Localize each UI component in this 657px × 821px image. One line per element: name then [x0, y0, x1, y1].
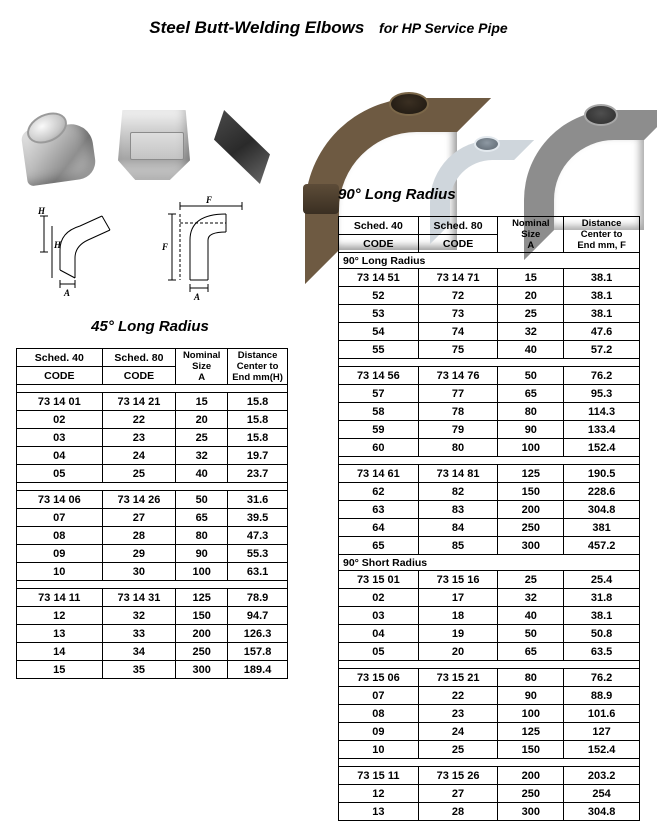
table-row: 13 28 300 304.8	[339, 803, 640, 821]
table-row: 15 35 300 189.4	[17, 661, 288, 679]
table-row: 53 73 25 38.1	[339, 305, 640, 323]
table-row: 08 28 80 47.3	[17, 527, 288, 545]
page-title-main: Steel Butt-Welding Elbows	[149, 18, 365, 37]
table-row: 02 17 32 31.8	[339, 589, 640, 607]
table-45-long-radius	[16, 348, 288, 679]
table-row: 64 84 250 381	[339, 519, 640, 537]
table-row: 09 24 125 127	[339, 723, 640, 741]
table-row: 10 25 150 152.4	[339, 741, 640, 759]
table-row: 02 22 20 15.8	[17, 411, 288, 429]
table-row: 04 24 32 19.7	[17, 447, 288, 465]
table-row: 07 27 65 39.5	[17, 509, 288, 527]
page-title	[0, 18, 657, 38]
t90-header-sched40: Sched. 40	[339, 217, 419, 235]
t45-header-sched40: Sched. 40	[17, 349, 103, 367]
table-row: 07 22 90 88.9	[339, 687, 640, 705]
table-row: 05 20 65 63.5	[339, 643, 640, 661]
table-row: 73 15 01 73 15 16 25 25.4	[339, 571, 640, 589]
table-row: 12 27 250 254	[339, 785, 640, 803]
table-row: 59 79 90 133.4	[339, 421, 640, 439]
table-row: 14 34 250 157.8	[17, 643, 288, 661]
table-row: 08 23 100 101.6	[339, 705, 640, 723]
table-row: 12 32 150 94.7	[17, 607, 288, 625]
svg-text:A: A	[194, 292, 201, 302]
table-row: 04 19 50 50.8	[339, 625, 640, 643]
table-row: 03 23 25 15.8	[17, 429, 288, 447]
table-row: 65 85 300 457.2	[339, 537, 640, 555]
table-row: 13 33 200 126.3	[17, 625, 288, 643]
table-row: 73 15 06 73 15 21 80 76.2	[339, 669, 640, 687]
diagram-svg	[30, 192, 280, 302]
table-row: 73 14 61 73 14 81 125 190.5	[339, 465, 640, 483]
table-row: 60 80 100 152.4	[339, 439, 640, 457]
table-row: 54 74 32 47.6	[339, 323, 640, 341]
t90-header-distance: Distance Center to End mm, F	[564, 217, 640, 253]
table-row: 58 78 80 114.3	[339, 403, 640, 421]
t90-spacer	[339, 661, 640, 669]
t45-header-nominal-size: Nominal Size A	[176, 349, 228, 385]
svg-text:F: F	[206, 195, 213, 205]
table-row: 62 82 150 228.6	[339, 483, 640, 501]
svg-text:A: A	[64, 288, 71, 298]
t45-header-code2: CODE	[102, 367, 176, 385]
t90-header-code1: CODE	[339, 235, 419, 253]
product-photo-strip	[0, 48, 657, 183]
photo-45-elbow-light	[24, 108, 96, 186]
t90-spacer	[339, 457, 640, 465]
photo-45-fitting-labeled	[118, 110, 190, 180]
caption-45-long-radius: 45° Long Radius	[91, 318, 209, 335]
svg-text:F: F	[162, 242, 169, 252]
t90-spacer	[339, 359, 640, 367]
t45-spacer	[17, 483, 288, 491]
page-title-sub: for HP Service Pipe	[379, 20, 508, 36]
t45-header-code1: CODE	[17, 367, 103, 385]
table-row: 05 25 40 23.7	[17, 465, 288, 483]
table-row: 09 29 90 55.3	[17, 545, 288, 563]
t45-spacer	[17, 385, 288, 393]
t90-header-sched80: Sched. 80	[418, 217, 498, 235]
svg-text:H: H	[54, 240, 62, 250]
section-header-90-long-radius: 90° Long Radius	[339, 253, 640, 269]
table-row: 73 14 51 73 14 71 15 38.1	[339, 269, 640, 287]
t90-header-nominal-size: Nominal Size A	[498, 217, 564, 253]
dimension-diagrams	[30, 192, 280, 302]
t45-header-distance: Distance Center to End mm(H)	[228, 349, 288, 385]
table-row: 52 72 20 38.1	[339, 287, 640, 305]
t90-header-code2: CODE	[418, 235, 498, 253]
table-row: 73 14 56 73 14 76 50 76.2	[339, 367, 640, 385]
table-row: 10 30 100 63.1	[17, 563, 288, 581]
t45-header-sched80: Sched. 80	[102, 349, 176, 367]
section-header-90-short-radius: 90° Short Radius	[339, 555, 640, 571]
table-row: 63 83 200 304.8	[339, 501, 640, 519]
table-row: 73 15 11 73 15 26 200 203.2	[339, 767, 640, 785]
t45-spacer	[17, 581, 288, 589]
table-row: 73 14 06 73 14 26 50 31.6	[17, 491, 288, 509]
table-row: 55 75 40 57.2	[339, 341, 640, 359]
table-row: 57 77 65 95.3	[339, 385, 640, 403]
svg-text:H: H	[38, 206, 46, 216]
table-row: 73 14 01 73 14 21 15 15.8	[17, 393, 288, 411]
photo-45-elbow-dark	[214, 110, 270, 184]
table-row: 03 18 40 38.1	[339, 607, 640, 625]
caption-90-long-radius: 90° Long Radius	[338, 186, 456, 203]
t90-spacer	[339, 759, 640, 767]
table-row: 73 14 11 73 14 31 125 78.9	[17, 589, 288, 607]
table-90-radius	[338, 216, 640, 821]
